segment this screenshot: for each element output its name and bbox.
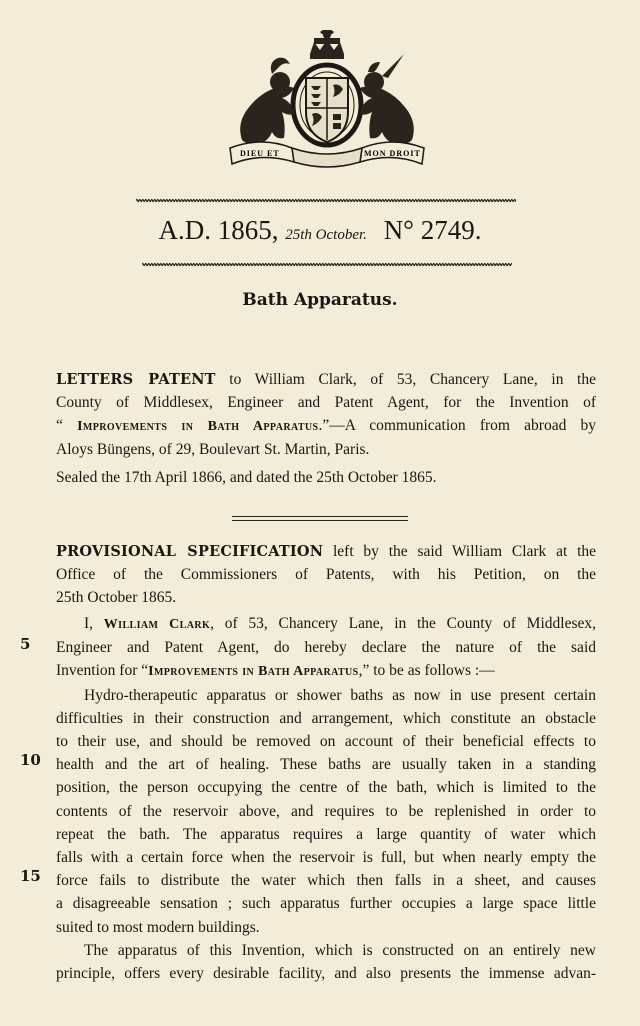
body-line [56, 612, 596, 636]
letters-patent-line [56, 368, 596, 391]
patent-header [0, 215, 640, 246]
provisional-line [56, 586, 596, 609]
line-text: Invention for “ [56, 662, 149, 680]
body-line [56, 869, 596, 892]
body-line [56, 892, 596, 915]
body-line [56, 916, 596, 939]
section-divider [232, 516, 408, 521]
lead-heading: PROVISIONAL SPECIFICATION [56, 543, 324, 560]
line-text: position, the person occupying the centre of the bath, which is limited to the [56, 779, 596, 797]
invention-title: Improvements in Bath Apparatus [77, 419, 319, 434]
bottom-ornamental-rule [142, 262, 512, 267]
line-text: The apparatus of this Invention, which is constructed on an entirely new [84, 941, 596, 959]
document-title: Bath Apparatus. [242, 290, 398, 310]
body-line [56, 962, 596, 985]
line-text: Office of the Commissioners of Patents, with his Petition, on the [56, 566, 596, 583]
sealed-text: Sealed the 17th April 1866, and dated the 25th October 1865. [56, 469, 437, 486]
specification-body [56, 612, 596, 985]
body-line [56, 939, 596, 962]
line-text: .”—A communication from abroad by [318, 417, 596, 434]
patent-number: N° 2749. [383, 215, 482, 245]
line-number: 15 [20, 867, 41, 886]
line-text: a disagreeable sensation ; such apparatus further occupies a large space little [56, 895, 596, 913]
body-line [56, 800, 596, 823]
line-text: County of Middlesex, Engineer and Patent Agent, for the Invention of [56, 394, 596, 411]
provisional-line [56, 540, 596, 563]
line-text: health and the art of healing. These baths are usually taken in a standing [56, 756, 596, 774]
royal-coat-of-arms [222, 30, 432, 170]
line-text: left by the said William Clark at the [323, 543, 597, 560]
line-text: Aloys Büngens, of 29, Boulevart St. Martin, Paris. [56, 441, 370, 458]
letters-patent-paragraph [56, 368, 596, 461]
letters-patent-line [56, 414, 596, 438]
letters-patent-line [56, 391, 596, 414]
line-text: to William Clark, of 53, Chancery Lane, in the [215, 371, 596, 388]
lead-heading: LETTERS PATENT [56, 371, 216, 388]
line-text: principle, offers every desirable facility, and also presents the immense advan- [56, 965, 596, 983]
letters-patent-line [56, 438, 596, 461]
sealed-line [56, 466, 596, 489]
provisional-specification-paragraph [56, 540, 596, 609]
line-text: Engineer and Patent Agent, do hereby declare the nature of the said [56, 639, 596, 657]
small-caps-text: Improvements in Bath Apparatus [148, 664, 359, 680]
motto-right: MON DROIT [364, 149, 421, 158]
provisional-line [56, 563, 596, 586]
line-text: , of 53, Chancery Lane, in the County of Middlesex, [210, 615, 596, 632]
body-line [56, 730, 596, 753]
line-text: suited to most modern buildings. [56, 918, 260, 936]
line-text: I, [84, 615, 104, 632]
line-text: ,” to be as follows :— [358, 662, 495, 680]
line-text: repeat the bath. The apparatus requires a large quantity of water which [56, 825, 596, 843]
line-text: Hydro-therapeutic apparatus or shower baths as now in use present certain [84, 686, 596, 704]
line-text: contents of the reservoir above, and requires to be replenished in order to [56, 802, 596, 820]
body-line [56, 636, 596, 659]
line-text: 25th October 1865. [56, 589, 177, 606]
quote-open: “ [56, 417, 78, 434]
body-line [56, 684, 596, 707]
line-text: to their use, and should be removed on account of their beneficial effects to [56, 733, 596, 751]
top-ornamental-rule [136, 198, 516, 203]
line-text: difficulties in their construction and arrangement, which constitute an obstacle [56, 709, 596, 727]
body-line [56, 846, 596, 869]
small-caps-text: William Clark [103, 617, 211, 632]
line-text: force fails to distribute the water which then falls in a sheet, and causes [56, 872, 596, 890]
line-number: 10 [20, 751, 41, 770]
motto-left: DIEU ET [240, 149, 280, 158]
body-line [56, 707, 596, 730]
patent-date: 25th October. [285, 227, 367, 243]
body-line [56, 823, 596, 846]
line-text: falls with a certain force when the reservoir is full, but when nearly empty the [56, 849, 596, 867]
line-number: 5 [20, 635, 31, 654]
body-line [56, 659, 596, 683]
body-line [56, 753, 596, 776]
body-line [56, 776, 596, 799]
patent-year: A.D. 1865, [158, 215, 279, 245]
